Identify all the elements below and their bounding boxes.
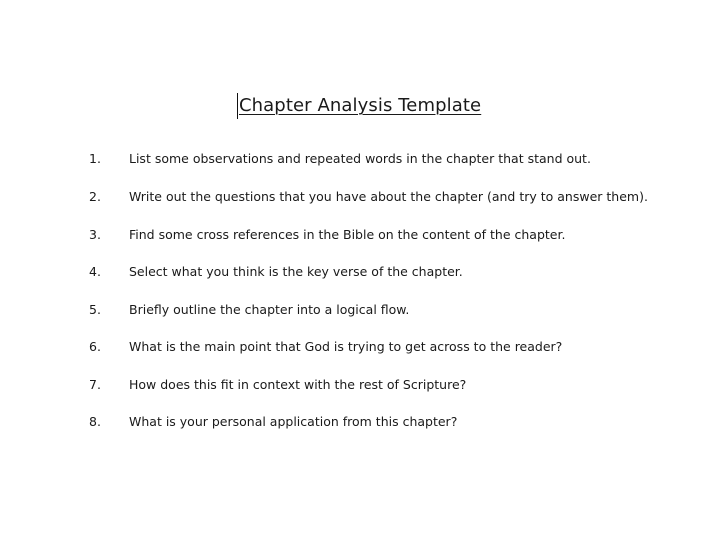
item-text: Select what you think is the key verse of the chapter. [129, 264, 463, 279]
item-text: Write out the questions that you have about the chapter (and try to answer them). [129, 189, 648, 204]
list-item [0, 151, 720, 171]
list-item [0, 189, 720, 209]
item-number: 5. [89, 302, 101, 317]
page-title: Chapter Analysis Template [239, 95, 482, 116]
item-number: 7. [89, 377, 101, 392]
list-item [0, 302, 720, 322]
item-number: 8. [89, 414, 101, 429]
item-text: Find some cross references in the Bible on the content of the chapter. [129, 227, 566, 242]
item-text: How does this fit in context with the rest of Scripture? [129, 377, 467, 392]
item-number: 1. [89, 151, 101, 166]
item-text: What is your personal application from this chapter? [129, 414, 458, 429]
list-item [0, 339, 720, 359]
item-number: 4. [89, 264, 101, 279]
item-text: List some observations and repeated words in the chapter that stand out. [129, 151, 591, 166]
list-item [0, 377, 720, 397]
list-item [0, 264, 720, 284]
item-number: 3. [89, 227, 101, 242]
item-number: 2. [89, 189, 101, 204]
list-item [0, 227, 720, 247]
item-text: What is the main point that God is trying to get across to the reader? [129, 339, 563, 354]
item-number: 6. [89, 339, 101, 354]
item-text: Briefly outline the chapter into a logical flow. [129, 302, 410, 317]
list-item [0, 414, 720, 434]
